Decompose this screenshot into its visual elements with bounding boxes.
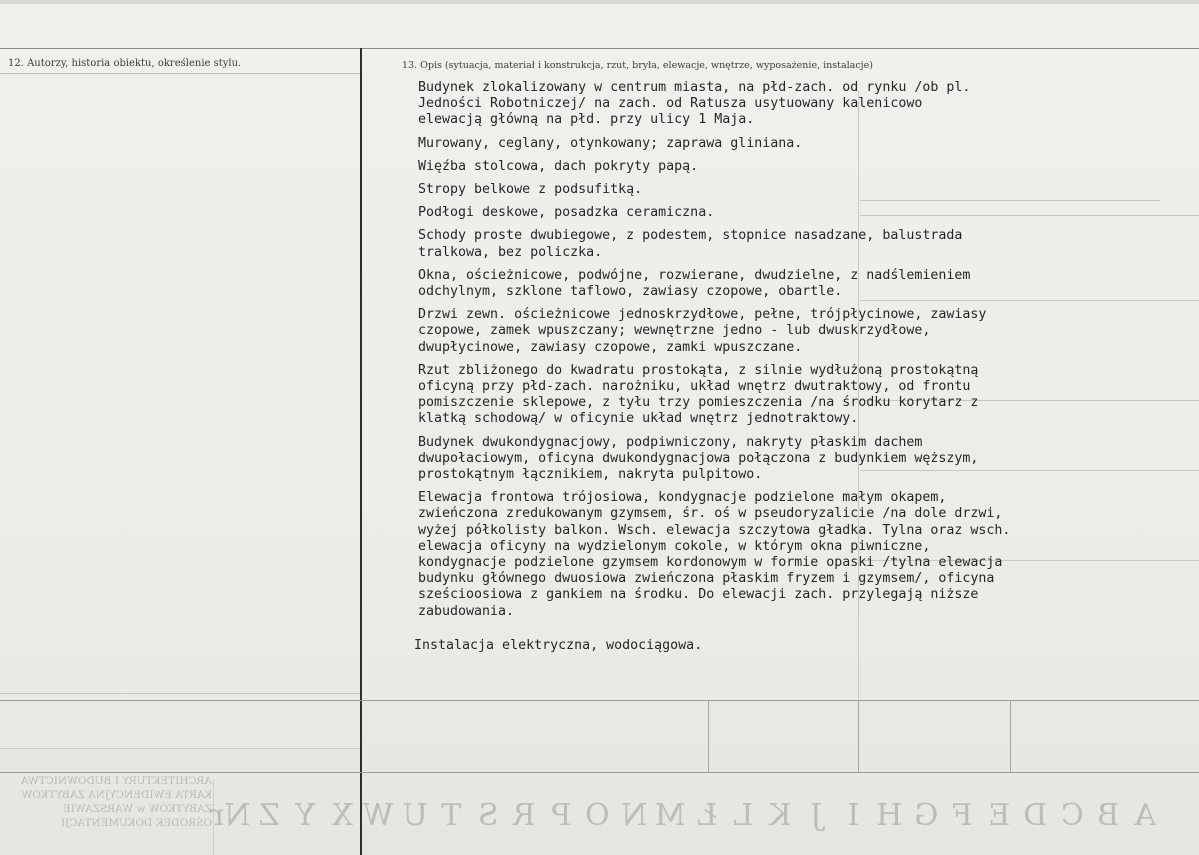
paragraph: Elewacja frontowa trójosiowa, kondygnacje podzielone małym okapem, zwieńczona zredukowanym gzymsem, śr. oś w pseudoryzalicie /na dole drzwi, wyżej półkolisty balkon. Wsch. elewacja szczytowa gładka. Tylna oraz wsch. elewacja oficyny na wydzielonym cokole, w którym okna piwniczne, kondygnacje podzielone gzymsem kordonowym w formie opaski /tylna elewacja budynku głównego dwuosiowa zwieńczona płaskim fryzem i gzymsem/, oficyna sześcioosiowa z gankiem na środku. Do elewacji zach. przylegają niższe zabudowania. — [418, 490, 1011, 619]
index-letter: A — [1133, 797, 1156, 833]
index-letter: X — [331, 797, 353, 833]
paragraph: Podłogi deskowe, posadzka ceramiczna. — [418, 205, 715, 221]
index-letter: P — [550, 797, 571, 833]
lower-rule — [0, 700, 1199, 701]
section-13-header: 13. Opis (sytuacja, materiał i konstrukcja, rzut, bryła, elewacje, wnętrze, wyposażenie, instalacje) — [402, 60, 873, 71]
index-letter: J — [810, 797, 823, 833]
index-letter: N — [620, 797, 647, 833]
index-letter: M — [654, 797, 686, 833]
section-12-header: 12. Autorzy, historia obiektu, określenie stylu. — [8, 58, 242, 69]
index-letter: Y — [295, 797, 316, 833]
paragraph: Budynek dwukondygnacjowy, podpiwniczony, nakryty płaskim dachem dwupołaciowym, oficyna dwukondygnacjowa połączona z budynkiem węższym, prostokątnym łącznikiem, nakryta pulpitowo. — [418, 434, 979, 483]
paragraph: Drzwi zewn. ościeżnicowe jednoskrzydłowe, pełne, trójpłycinowe, zawiasy czopowe, zamek wpuszczany; wewnętrzne jedno - lub dwuskrzydłowe, dwupłycinowe, zawiasy czopowe, zamki wpuszczane. — [418, 307, 987, 355]
index-letter: L — [733, 797, 754, 833]
index-letter: C — [1060, 797, 1084, 833]
ghost-line — [0, 693, 360, 694]
ghost-line — [0, 748, 360, 749]
index-letter: Z — [258, 797, 280, 833]
paragraph: Okna, ościeżnicowe, podwójne, rozwierane, dwudzielne, z nadślemieniem odchylnym, szklone taflowo, zawiasy czopowe, obartle. — [418, 267, 971, 300]
index-letter: R — [512, 797, 536, 833]
show-through-line: ZABYTKÓW w WARSZAWIE — [63, 803, 212, 815]
index-letter: W — [362, 797, 394, 833]
index-letter: U — [402, 797, 428, 833]
alphabet-index-show-through — [209, 790, 1199, 840]
index-letter: F — [951, 797, 973, 833]
lower-rule — [0, 772, 1199, 773]
header-rule — [0, 48, 1199, 49]
index-letter: K — [768, 797, 791, 833]
paragraph: Więźba stolcowa, dach pokryty papą. — [418, 158, 699, 174]
show-through-line: KARTA EWIDENCYJNA ZABYTKÓW — [21, 789, 212, 801]
index-letter: Nr — [209, 797, 251, 833]
show-through-line: OŚRODEK DOKUMENTACJI — [61, 817, 212, 829]
institution-show-through — [2, 774, 212, 830]
paragraph: Budynek zlokalizowany w centrum miasta, na płd-zach. od rynku /ob pl. Jedności Robotniczej/ na zach. od Ratusza usytuowany kalenicowo elewacją główną na płd. przy ulicy 1 Maja. — [418, 80, 971, 128]
index-letter: D — [1023, 797, 1048, 833]
description-text — [414, 80, 1174, 661]
index-letter: S — [477, 797, 499, 833]
lower-divider — [1010, 700, 1011, 772]
paragraph: Schody proste dwubiegowe, z podestem, stopnice nasadzane, balustrada tralkowa, bez policzka. — [418, 228, 963, 260]
paragraph: Stropy belkowe z podsufitką. — [418, 182, 643, 198]
index-letter: Ł — [696, 797, 717, 833]
paragraph: Murowany, ceglany, otynkowany; zaprawa gliniana. — [418, 135, 803, 151]
top-edge — [0, 0, 1199, 4]
installations-line: Instalacja elektryczna, wodociągowa. — [414, 637, 703, 653]
header-rule-left — [0, 73, 360, 74]
show-through-line: ARCHITEKTURY I BUDOWNICTWA — [20, 775, 212, 787]
column-divider — [360, 48, 362, 855]
paragraph: Rzut zbliżonego do kwadratu prostokąta, z silnie wydłużoną prostokątną oficyną przy płd-zach. narożniku, układ wnętrz dwutraktowy, od frontu pomiszczenie sklepowe, z tyłu trzy pomieszczenia /na środku korytarz z klatką schodową/ w oficynie układ wnętrz jednotraktowy. — [418, 362, 979, 427]
index-letter: B — [1097, 797, 1120, 833]
lower-divider — [708, 700, 709, 772]
index-letter: T — [441, 797, 462, 833]
index-letter: H — [876, 797, 903, 833]
lower-divider — [858, 700, 859, 772]
index-letter: O — [584, 797, 610, 833]
index-letter: E — [987, 797, 1010, 833]
index-letter: I — [846, 797, 859, 833]
index-letter: G — [913, 797, 938, 833]
